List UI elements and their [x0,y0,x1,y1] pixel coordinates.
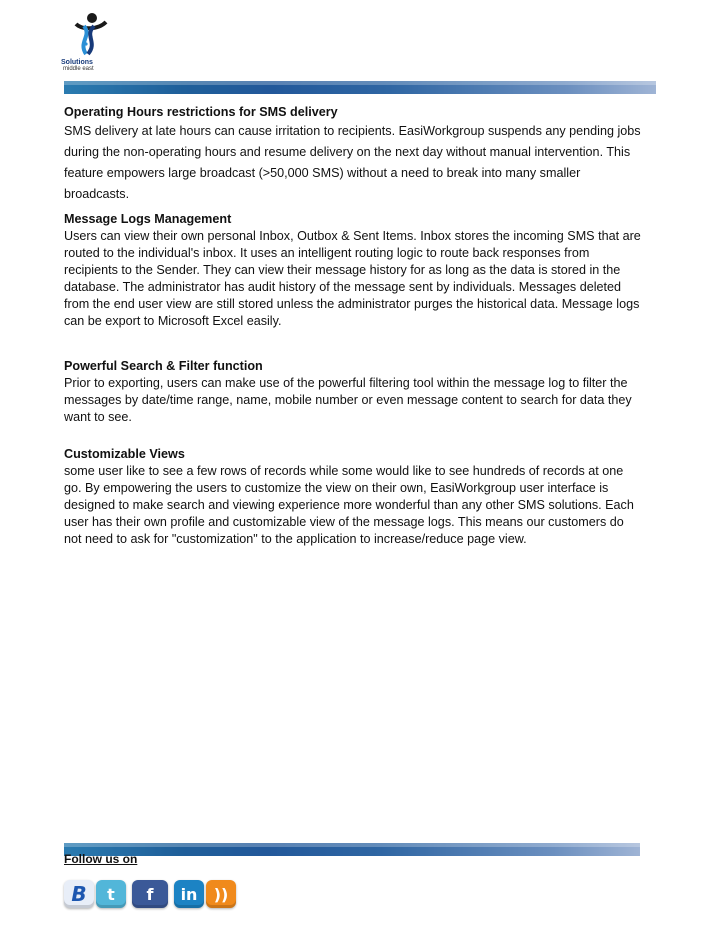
rss-icon[interactable]: )) [206,880,236,908]
section-body: Prior to exporting, users can make use of the powerful filtering tool within the message log to filter the messages by date/time range, name, mobile number or even message content to search for data they want to see. [64,376,632,424]
section-body: SMS delivery at late hours can cause irritation to recipients. EasiWorkgroup suspends any pending jobs during the non-operating hours and resume delivery on the next day without manual intervention. This feature empowers large broadcast (>50,000 SMS) without a need to break into many smaller broadcasts. [64,124,641,201]
logo-text [61,59,94,73]
section-search-filter [64,358,644,426]
linkedin-icon[interactable]: in [174,880,204,908]
section-heading: Powerful Search & Filter function [64,359,263,373]
blogger-icon[interactable]: B [64,880,94,908]
section-heading: Operating Hours restrictions for SMS delivery [64,105,338,119]
social-icons [64,880,236,908]
logo-subtitle: middle east [63,66,94,72]
footer-bar [64,843,640,856]
section-heading: Message Logs Management [64,212,232,226]
section-message-logs [64,211,644,330]
twitter-icon[interactable]: t [96,880,126,908]
logo-name: Solutions [61,59,93,66]
section-body: Users can view their own personal Inbox, Outbox & Sent Items. Inbox stores the incoming SMS that are routed to the individual's inbox. It uses an intelligent routing logic to route back responses from recipients to the Sender. They can view their message history for as long as the data is stored in the database. The administrator has audit history of the message sent by individuals. Messages deleted from the end user view are still stored unless the administrator purges the historical data. Message logs can be export to Microsoft Excel easily. [64,229,641,328]
header-bar [64,81,656,94]
section-heading: Customizable Views [64,447,185,461]
section-body: some user like to see a few rows of records while some would like to see hundreds of records at one go. By empowering the users to customize the view on their own, EasiWorkgroup user interface is designed to make search and viewing experience more wonderful than any other SMS solutions. Each user has their own profile and customizable view of the message logs. This means our customers do not need to ask for "customization" to the application to increase/reduce page view. [64,464,634,546]
facebook-icon[interactable]: f [132,880,168,908]
document-body [64,104,644,548]
section-customizable-views [64,446,644,548]
follow-us-label: Follow us on [64,852,138,866]
section-operating-hours [64,104,644,205]
